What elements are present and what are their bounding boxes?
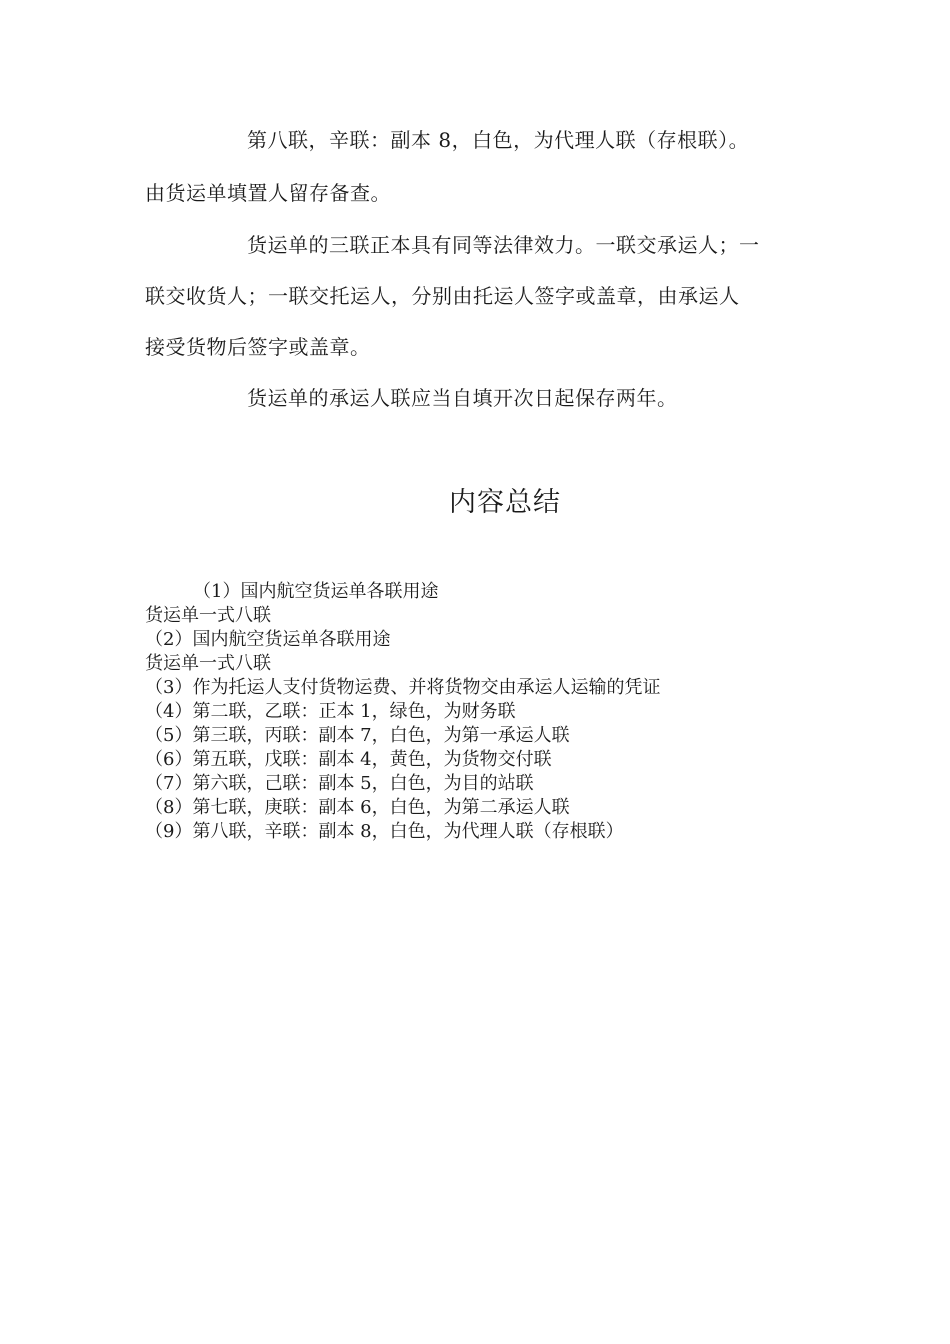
summary-item: （9）第八联，辛联：副本 8，白色，为代理人联（存根联） xyxy=(145,821,624,842)
summary-item: （2）国内航空货运单各联用途 xyxy=(145,629,391,650)
summary-item: （3）作为托运人支付货物运费、并将货物交由承运人运输的凭证 xyxy=(145,677,661,698)
summary-item: （4）第二联，乙联：正本 1，绿色，为财务联 xyxy=(145,701,516,722)
paragraph-line: 货运单的三联正本具有同等法律效力。一联交承运人；一 xyxy=(247,233,760,257)
paragraph-line: 货运单的承运人联应当自填开次日起保存两年。 xyxy=(247,386,678,410)
summary-item: （8）第七联，庚联：副本 6，白色，为第二承运人联 xyxy=(145,797,570,818)
summary-item: （1）国内航空货运单各联用途 xyxy=(193,581,439,602)
summary-item: （5）第三联，丙联：副本 7，白色，为第一承运人联 xyxy=(145,725,570,746)
paragraph-line: 接受货物后签字或盖章。 xyxy=(145,335,371,359)
paragraph-line: 由货运单填置人留存备查。 xyxy=(145,181,391,205)
paragraph-line: 联交收货人；一联交托运人，分别由托运人签字或盖章，由承运人 xyxy=(145,284,740,308)
summary-list xyxy=(145,580,845,844)
summary-item: 货运单一式八联 xyxy=(145,605,271,626)
summary-title: 内容总结 xyxy=(449,487,561,518)
summary-item: （6）第五联，戊联：副本 4，黄色，为货物交付联 xyxy=(145,749,552,770)
summary-item: （7）第六联，己联：副本 5，白色，为目的站联 xyxy=(145,773,534,794)
summary-item: 货运单一式八联 xyxy=(145,653,271,674)
paragraph-line: 第八联，辛联：副本 8，白色，为代理人联（存根联）。 xyxy=(247,128,750,152)
